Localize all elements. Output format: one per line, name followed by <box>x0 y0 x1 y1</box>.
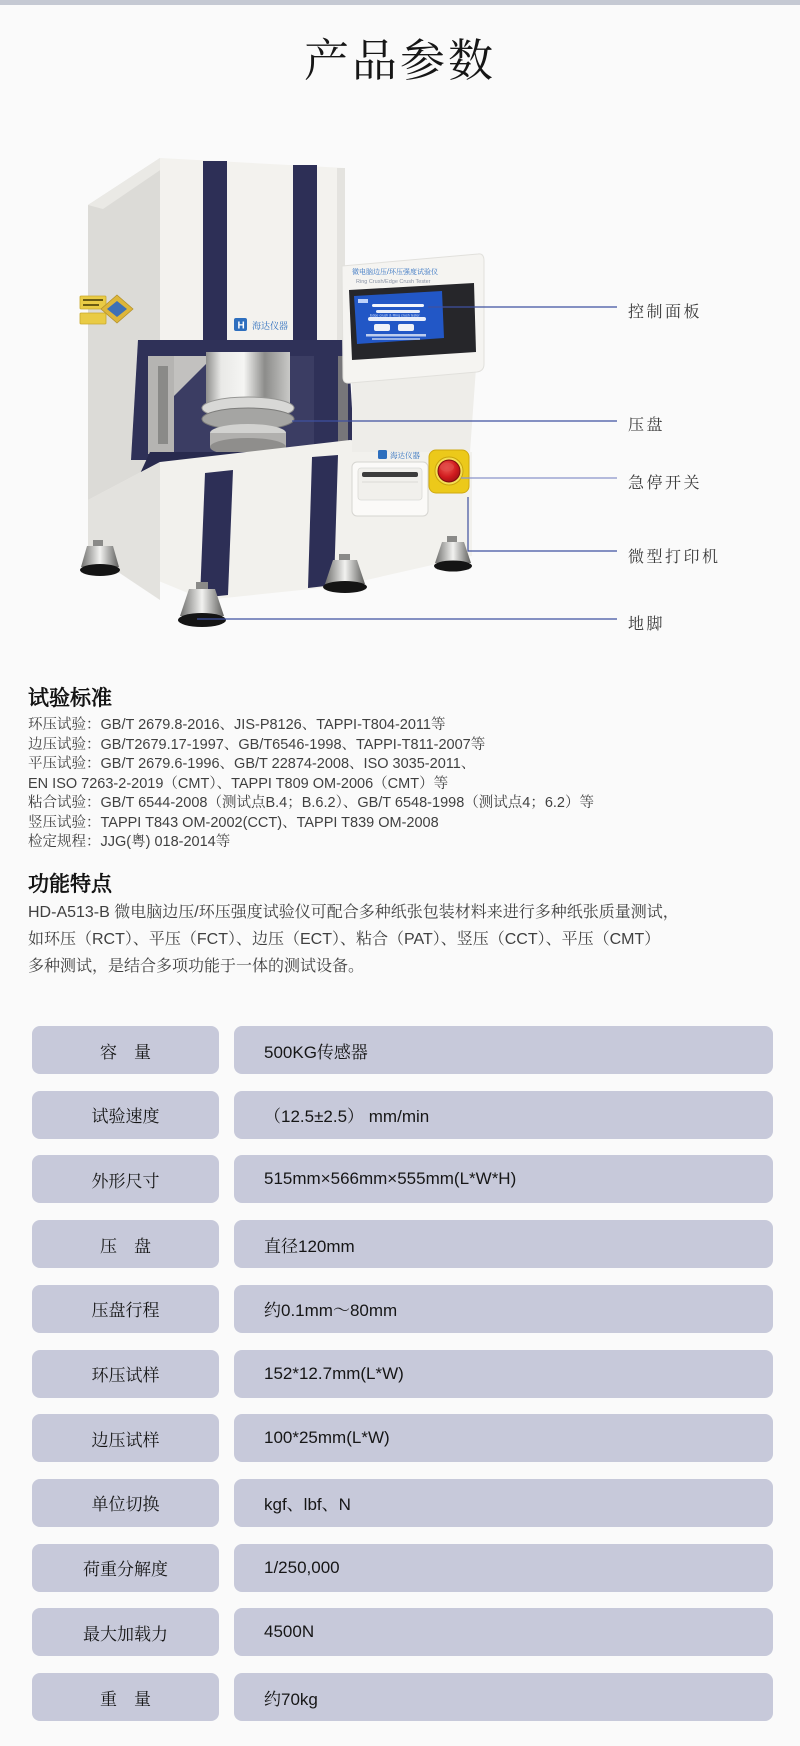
spec-label-cell: 压 盘 <box>32 1220 219 1268</box>
spec-row <box>0 1285 800 1333</box>
spec-value-cell: 152*12.7mm(L*W) <box>234 1350 773 1398</box>
spec-value-cell: 4500N <box>234 1608 773 1656</box>
text-line: HD-A513-B 微电脑边压/环压强度试验仪可配合多种纸张包装材料来进行多种纸张质量测试， <box>28 904 679 921</box>
features-heading: 功能特点 <box>28 873 112 896</box>
text-line: 边压试验：GB/T2679.17-1997、GB/T6546-1998、TAPPI-T811-2007等 <box>28 736 486 753</box>
spec-row <box>0 1350 800 1398</box>
text-line: 平压试验：GB/T 2679.6-1996、GB/T 22874-2008、ISO 3035-2011、 <box>28 756 476 772</box>
spec-value-cell: 约70kg <box>234 1673 773 1721</box>
spec-label-cell: 外形尺寸 <box>32 1155 219 1203</box>
spec-row <box>0 1673 800 1721</box>
base-stripe-left <box>200 470 233 598</box>
text-line: 检定规程：JJG(粤) 018-2014等 <box>28 834 231 850</box>
features-text <box>28 900 788 980</box>
svg-text:H: H <box>237 320 245 332</box>
svg-text:Ring Crush/Edge Crush Tester: Ring Crush/Edge Crush Tester <box>356 279 431 285</box>
spec-row <box>0 1414 800 1462</box>
spec-value-cell: 约0.1mm～80mm <box>234 1285 773 1333</box>
printer-slot <box>362 472 418 477</box>
spec-value-cell: 100*25mm(L*W) <box>234 1414 773 1462</box>
spec-value-cell: （12.5±2.5） mm/min <box>234 1091 773 1139</box>
spec-value-cell: 500KG传感器 <box>234 1026 773 1074</box>
spec-label-cell: 容 量 <box>32 1026 219 1074</box>
callout-label-foot: 地脚 <box>628 616 666 633</box>
callout-line-printer <box>468 497 617 551</box>
callout-label-pressure-plate: 压盘 <box>628 417 666 434</box>
front-stripe-left <box>203 161 227 343</box>
spec-label-cell: 最大加载力 <box>32 1608 219 1656</box>
callout-label-emergency-stop: 急停开关 <box>628 475 703 492</box>
spec-row <box>0 1479 800 1527</box>
text-line: 竖压试验：TAPPI T843 OM-2002(CCT)、TAPPI T839 OM-2008 <box>28 814 439 831</box>
text-line: 环压试验：GB/T 2679.8-2016、JIS-P8126、TAPPI-T804-2011等 <box>28 717 446 733</box>
callout-label-printer: 微型打印机 <box>628 549 721 566</box>
callout-label-control-panel: 控制面板 <box>628 304 703 321</box>
spec-row <box>0 1091 800 1139</box>
spec-row <box>0 1608 800 1656</box>
svg-text:微电脑边压/环压强度试验仪: 微电脑边压/环压强度试验仪 <box>352 269 438 276</box>
svg-text:Edge crush & Ring crush tester: Edge crush & Ring crush tester <box>370 313 420 318</box>
text-line: 粘合试验：GB/T 6544-2008（测试点B.4；B.6.2）、GB/T 6548-1998（测试点4；6.2）等 <box>28 795 594 811</box>
front-stripe-right <box>293 165 317 343</box>
spec-value-cell: kgf、lbf、N <box>234 1479 773 1527</box>
base-brand-logo <box>378 450 420 460</box>
standards-text <box>28 716 788 853</box>
spec-row <box>0 1155 800 1203</box>
spec-label-cell: 压盘行程 <box>32 1285 219 1333</box>
brand-logo <box>234 318 288 332</box>
svg-text:海达仪器: 海达仪器 <box>252 321 289 331</box>
control-console <box>342 254 484 452</box>
page-title: 产品参数 <box>303 35 496 86</box>
standards-heading: 试验标准 <box>28 687 112 710</box>
machine-body <box>80 158 484 627</box>
text-line: 多种测试，是结合多项功能于一体的测试设备。 <box>28 957 365 975</box>
spec-value-cell: 直径120mm <box>234 1220 773 1268</box>
emergency-stop-button <box>429 450 469 493</box>
spec-value-cell: 515mm×566mm×555mm(L*W*H) <box>234 1155 773 1203</box>
spec-label-cell: 环压试样 <box>32 1350 219 1398</box>
spec-label-cell: 重 量 <box>32 1673 219 1721</box>
mini-printer <box>352 462 428 516</box>
text-line: EN ISO 7263-2-2019（CMT）、TAPPI T809 OM-2006（CMT）等 <box>28 775 449 792</box>
spec-label-cell: 边压试样 <box>32 1414 219 1462</box>
spec-row <box>0 1544 800 1592</box>
spec-label-cell: 单位切换 <box>32 1479 219 1527</box>
spec-label-cell: 试验速度 <box>32 1091 219 1139</box>
svg-text:海达仪器: 海达仪器 <box>390 451 420 460</box>
spec-row <box>0 1220 800 1268</box>
spec-label-cell: 荷重分解度 <box>32 1544 219 1592</box>
spec-row <box>0 1026 800 1074</box>
spec-value-cell: 1/250,000 <box>234 1544 773 1592</box>
text-line: 如环压（RCT）、平压（FCT）、边压（ECT）、粘合（PAT）、竖压（CCT）、平压（CMT） <box>28 930 661 948</box>
